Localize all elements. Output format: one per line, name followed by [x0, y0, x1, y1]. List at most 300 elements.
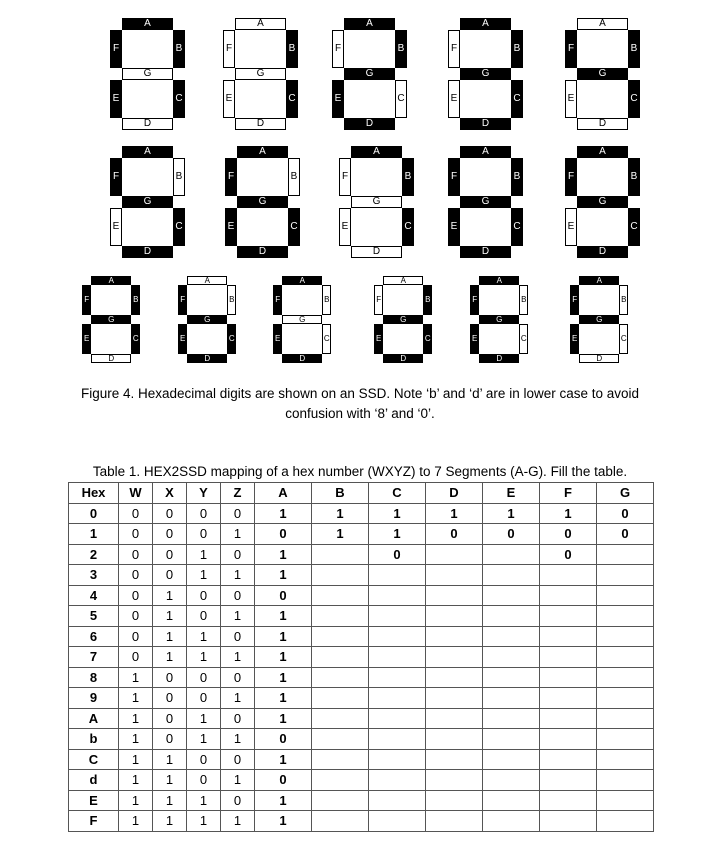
segment-e: E [178, 324, 187, 354]
cell-x: 0 [153, 729, 187, 750]
cell-e[interactable] [483, 729, 540, 750]
segment-b: B [286, 30, 298, 68]
segment-f: F [332, 30, 344, 68]
segment-d: D [577, 246, 628, 258]
segment-g: G [344, 68, 395, 80]
segment-b: B [511, 30, 523, 68]
segment-d: D [237, 246, 288, 258]
cell-w: 0 [119, 647, 153, 668]
segment-g: G [282, 315, 322, 324]
segment-g: G [460, 68, 511, 80]
segment-g: G [577, 196, 628, 208]
cell-z: 0 [221, 790, 255, 811]
hex-cell: d [69, 770, 119, 791]
segment-d: D [282, 354, 322, 363]
cell-c[interactable]: 0 [369, 544, 426, 565]
segment-c: C [227, 324, 236, 354]
cell-z: 1 [221, 688, 255, 709]
cell-a[interactable]: 0 [255, 585, 312, 606]
cell-x: 1 [153, 749, 187, 770]
cell-b[interactable] [312, 708, 369, 729]
cell-d[interactable] [426, 626, 483, 647]
cell-e[interactable] [483, 585, 540, 606]
cell-e[interactable]: 1 [483, 503, 540, 524]
segment-e: E [470, 324, 479, 354]
cell-d[interactable] [426, 790, 483, 811]
cell-d[interactable] [426, 811, 483, 832]
segment-e: E [565, 80, 577, 118]
segment-g: G [579, 315, 619, 324]
cell-y: 0 [187, 667, 221, 688]
segment-b: B [395, 30, 407, 68]
segment-f: F [448, 158, 460, 196]
cell-z: 1 [221, 811, 255, 832]
cell-e[interactable] [483, 770, 540, 791]
cell-w: 0 [119, 524, 153, 545]
cell-c[interactable] [369, 688, 426, 709]
cell-b[interactable] [312, 770, 369, 791]
segment-a: A [577, 146, 628, 158]
cell-e[interactable] [483, 790, 540, 811]
cell-b[interactable] [312, 585, 369, 606]
segment-e: E [82, 324, 91, 354]
cell-z: 1 [221, 647, 255, 668]
cell-x: 1 [153, 626, 187, 647]
cell-z: 0 [221, 749, 255, 770]
segment-f: F [374, 285, 383, 315]
cell-f[interactable] [540, 647, 597, 668]
cell-c[interactable] [369, 565, 426, 586]
segment-c: C [131, 324, 140, 354]
cell-f[interactable] [540, 585, 597, 606]
table-row [69, 729, 654, 750]
cell-b[interactable] [312, 688, 369, 709]
segment-a: A [235, 18, 286, 30]
cell-g[interactable] [597, 729, 654, 750]
cell-y: 1 [187, 790, 221, 811]
segment-d: D [235, 118, 286, 130]
segment-c: C [402, 208, 414, 246]
cell-x: 0 [153, 667, 187, 688]
cell-g[interactable] [597, 606, 654, 627]
cell-g[interactable] [597, 708, 654, 729]
cell-e[interactable] [483, 708, 540, 729]
table-row [69, 708, 654, 729]
cell-w: 1 [119, 729, 153, 750]
header-hex: Hex [69, 483, 119, 504]
segment-g: G [235, 68, 286, 80]
cell-b[interactable] [312, 667, 369, 688]
cell-y: 1 [187, 626, 221, 647]
segment-b: B [628, 30, 640, 68]
cell-y: 0 [187, 585, 221, 606]
segment-c: C [511, 208, 523, 246]
cell-z: 0 [221, 544, 255, 565]
cell-e[interactable] [483, 544, 540, 565]
hex-cell: E [69, 790, 119, 811]
cell-f[interactable] [540, 811, 597, 832]
cell-b[interactable] [312, 647, 369, 668]
cell-a[interactable]: 1 [255, 647, 312, 668]
cell-w: 0 [119, 544, 153, 565]
cell-d[interactable] [426, 708, 483, 729]
cell-x: 1 [153, 647, 187, 668]
hex-cell: 4 [69, 585, 119, 606]
cell-f[interactable] [540, 749, 597, 770]
cell-d[interactable] [426, 667, 483, 688]
cell-f[interactable] [540, 708, 597, 729]
cell-w: 0 [119, 503, 153, 524]
segment-e: E [110, 80, 122, 118]
hex-cell: 2 [69, 544, 119, 565]
segment-f: F [565, 158, 577, 196]
cell-c[interactable] [369, 606, 426, 627]
cell-f[interactable] [540, 688, 597, 709]
figure-caption: Figure 4. Hexadecimal digits are shown on an SSD. Note ‘b’ and ‘d’ are in lower case to avoid confusion with ‘8’ and ‘0’. [80, 386, 640, 421]
segment-b: B [131, 285, 140, 315]
cell-g[interactable] [597, 811, 654, 832]
hex-cell: F [69, 811, 119, 832]
cell-e[interactable] [483, 647, 540, 668]
cell-z: 1 [221, 606, 255, 627]
segment-g: G [460, 196, 511, 208]
cell-w: 0 [119, 606, 153, 627]
cell-d[interactable] [426, 585, 483, 606]
header-x: X [153, 483, 187, 504]
cell-d[interactable] [426, 729, 483, 750]
table-row [69, 503, 654, 524]
cell-x: 1 [153, 770, 187, 791]
hex2ssd-table [68, 482, 654, 832]
table-title: Table 1. HEX2SSD mapping of a hex number (WXYZ) to 7 Segments (A-G). Fill the table. [92, 464, 628, 479]
cell-y: 1 [187, 544, 221, 565]
cell-e[interactable] [483, 606, 540, 627]
hex-cell: 3 [69, 565, 119, 586]
cell-a[interactable]: 1 [255, 749, 312, 770]
segment-g: G [91, 315, 131, 324]
cell-a[interactable]: 0 [255, 770, 312, 791]
table-header-row [69, 483, 654, 504]
segment-a: A [579, 276, 619, 285]
cell-c[interactable] [369, 626, 426, 647]
table-row [69, 749, 654, 770]
segment-d: D [479, 354, 519, 363]
segment-f: F [110, 30, 122, 68]
cell-a[interactable]: 1 [255, 667, 312, 688]
cell-g[interactable] [597, 647, 654, 668]
segment-f: F [110, 158, 122, 196]
cell-z: 1 [221, 729, 255, 750]
cell-g[interactable] [597, 565, 654, 586]
segment-g: G [351, 196, 402, 208]
cell-c[interactable] [369, 811, 426, 832]
segment-e: E [448, 208, 460, 246]
cell-x: 0 [153, 524, 187, 545]
table-row [69, 811, 654, 832]
cell-d[interactable] [426, 688, 483, 709]
segment-d: D [460, 246, 511, 258]
cell-x: 1 [153, 606, 187, 627]
cell-e[interactable] [483, 565, 540, 586]
segment-e: E [339, 208, 351, 246]
segment-g: G [577, 68, 628, 80]
cell-z: 0 [221, 626, 255, 647]
cell-g[interactable] [597, 790, 654, 811]
cell-z: 0 [221, 667, 255, 688]
segment-b: B [628, 158, 640, 196]
table-row [69, 606, 654, 627]
cell-d[interactable]: 0 [426, 524, 483, 545]
segment-c: C [288, 208, 300, 246]
cell-z: 0 [221, 503, 255, 524]
cell-d[interactable] [426, 647, 483, 668]
cell-g[interactable]: 0 [597, 503, 654, 524]
cell-w: 0 [119, 626, 153, 647]
cell-w: 0 [119, 565, 153, 586]
cell-c[interactable] [369, 585, 426, 606]
segment-b: B [519, 285, 528, 315]
cell-b[interactable] [312, 565, 369, 586]
cell-a[interactable]: 1 [255, 606, 312, 627]
segment-c: C [511, 80, 523, 118]
hex-cell: 6 [69, 626, 119, 647]
cell-d[interactable] [426, 749, 483, 770]
table-row [69, 585, 654, 606]
segment-d: D [579, 354, 619, 363]
cell-b[interactable] [312, 606, 369, 627]
cell-f[interactable]: 0 [540, 524, 597, 545]
cell-f[interactable] [540, 790, 597, 811]
cell-f[interactable] [540, 770, 597, 791]
cell-a[interactable]: 1 [255, 565, 312, 586]
hex-cell: C [69, 749, 119, 770]
cell-a[interactable]: 1 [255, 688, 312, 709]
segment-a: A [122, 18, 173, 30]
cell-b[interactable] [312, 729, 369, 750]
header-g: G [597, 483, 654, 504]
cell-e[interactable] [483, 667, 540, 688]
segment-a: A [122, 146, 173, 158]
cell-y: 0 [187, 770, 221, 791]
cell-c[interactable] [369, 708, 426, 729]
cell-a[interactable]: 1 [255, 811, 312, 832]
segment-d: D [351, 246, 402, 258]
segment-g: G [383, 315, 423, 324]
segment-c: C [423, 324, 432, 354]
cell-y: 1 [187, 708, 221, 729]
segment-e: E [565, 208, 577, 246]
cell-x: 0 [153, 565, 187, 586]
table-row [69, 688, 654, 709]
cell-c[interactable] [369, 647, 426, 668]
segment-g: G [122, 196, 173, 208]
cell-z: 0 [221, 708, 255, 729]
segment-a: A [460, 146, 511, 158]
cell-f[interactable]: 0 [540, 544, 597, 565]
cell-b[interactable] [312, 811, 369, 832]
segment-b: B [173, 30, 185, 68]
cell-a[interactable]: 1 [255, 503, 312, 524]
header-e: E [483, 483, 540, 504]
header-z: Z [221, 483, 255, 504]
segment-d: D [187, 354, 227, 363]
table-row [69, 544, 654, 565]
segment-a: A [479, 276, 519, 285]
segment-a: A [344, 18, 395, 30]
cell-x: 1 [153, 585, 187, 606]
cell-g[interactable] [597, 749, 654, 770]
cell-w: 1 [119, 708, 153, 729]
segment-b: B [227, 285, 236, 315]
cell-b[interactable] [312, 749, 369, 770]
header-c: C [369, 483, 426, 504]
segment-d: D [91, 354, 131, 363]
cell-y: 0 [187, 749, 221, 770]
cell-w: 1 [119, 811, 153, 832]
segment-d: D [122, 246, 173, 258]
cell-g[interactable]: 0 [597, 524, 654, 545]
cell-e[interactable] [483, 688, 540, 709]
cell-b[interactable] [312, 544, 369, 565]
cell-e[interactable] [483, 811, 540, 832]
segment-a: A [383, 276, 423, 285]
cell-w: 1 [119, 770, 153, 791]
segment-f: F [223, 30, 235, 68]
cell-g[interactable] [597, 688, 654, 709]
segment-d: D [344, 118, 395, 130]
cell-e[interactable]: 0 [483, 524, 540, 545]
table-row [69, 647, 654, 668]
segment-b: B [322, 285, 331, 315]
cell-b[interactable]: 1 [312, 524, 369, 545]
segment-a: A [577, 18, 628, 30]
cell-g[interactable] [597, 544, 654, 565]
cell-b[interactable] [312, 790, 369, 811]
cell-z: 1 [221, 565, 255, 586]
segment-e: E [110, 208, 122, 246]
header-d: D [426, 483, 483, 504]
segment-g: G [187, 315, 227, 324]
cell-x: 0 [153, 688, 187, 709]
segment-d: D [577, 118, 628, 130]
cell-f[interactable] [540, 626, 597, 647]
cell-c[interactable] [369, 729, 426, 750]
segment-e: E [223, 80, 235, 118]
cell-c[interactable] [369, 790, 426, 811]
cell-c[interactable]: 1 [369, 503, 426, 524]
cell-g[interactable] [597, 667, 654, 688]
cell-f[interactable] [540, 606, 597, 627]
cell-y: 1 [187, 565, 221, 586]
segment-f: F [565, 30, 577, 68]
segment-e: E [448, 80, 460, 118]
hex-cell: 7 [69, 647, 119, 668]
cell-b[interactable]: 1 [312, 503, 369, 524]
cell-d[interactable] [426, 544, 483, 565]
cell-g[interactable] [597, 585, 654, 606]
cell-c[interactable]: 1 [369, 524, 426, 545]
segment-e: E [332, 80, 344, 118]
segment-f: F [470, 285, 479, 315]
segment-c: C [173, 208, 185, 246]
cell-a[interactable]: 1 [255, 790, 312, 811]
cell-c[interactable] [369, 667, 426, 688]
cell-y: 0 [187, 606, 221, 627]
header-w: W [119, 483, 153, 504]
cell-a[interactable]: 0 [255, 729, 312, 750]
cell-e[interactable] [483, 749, 540, 770]
segment-a: A [91, 276, 131, 285]
segment-e: E [225, 208, 237, 246]
cell-c[interactable] [369, 749, 426, 770]
cell-y: 1 [187, 647, 221, 668]
segment-a: A [351, 146, 402, 158]
segment-a: A [187, 276, 227, 285]
hex-cell: 0 [69, 503, 119, 524]
cell-y: 1 [187, 729, 221, 750]
cell-a[interactable]: 1 [255, 626, 312, 647]
cell-z: 1 [221, 770, 255, 791]
cell-a[interactable]: 1 [255, 708, 312, 729]
segment-a: A [460, 18, 511, 30]
segment-c: C [519, 324, 528, 354]
segment-c: C [628, 80, 640, 118]
cell-c[interactable] [369, 770, 426, 791]
cell-z: 1 [221, 524, 255, 545]
segment-b: B [423, 285, 432, 315]
segment-b: B [173, 158, 185, 196]
hex-cell: 9 [69, 688, 119, 709]
cell-f[interactable] [540, 565, 597, 586]
segment-f: F [273, 285, 282, 315]
cell-f[interactable] [540, 729, 597, 750]
cell-y: 0 [187, 503, 221, 524]
segment-a: A [282, 276, 322, 285]
cell-d[interactable] [426, 606, 483, 627]
segment-f: F [82, 285, 91, 315]
cell-f[interactable] [540, 667, 597, 688]
cell-b[interactable] [312, 626, 369, 647]
segment-f: F [570, 285, 579, 315]
cell-f[interactable]: 1 [540, 503, 597, 524]
cell-x: 0 [153, 503, 187, 524]
segment-g: G [479, 315, 519, 324]
cell-y: 1 [187, 811, 221, 832]
cell-g[interactable] [597, 770, 654, 791]
hex-cell: 8 [69, 667, 119, 688]
cell-x: 0 [153, 544, 187, 565]
cell-d[interactable] [426, 565, 483, 586]
segment-d: D [460, 118, 511, 130]
table-row [69, 790, 654, 811]
cell-w: 1 [119, 667, 153, 688]
segment-c: C [395, 80, 407, 118]
segment-g: G [237, 196, 288, 208]
cell-d[interactable]: 1 [426, 503, 483, 524]
cell-a[interactable]: 1 [255, 544, 312, 565]
segment-f: F [339, 158, 351, 196]
cell-d[interactable] [426, 770, 483, 791]
cell-e[interactable] [483, 626, 540, 647]
segment-b: B [288, 158, 300, 196]
header-f: F [540, 483, 597, 504]
cell-g[interactable] [597, 626, 654, 647]
segment-f: F [448, 30, 460, 68]
ssd-figure [0, 0, 702, 380]
cell-a[interactable]: 0 [255, 524, 312, 545]
segment-e: E [273, 324, 282, 354]
cell-y: 0 [187, 524, 221, 545]
